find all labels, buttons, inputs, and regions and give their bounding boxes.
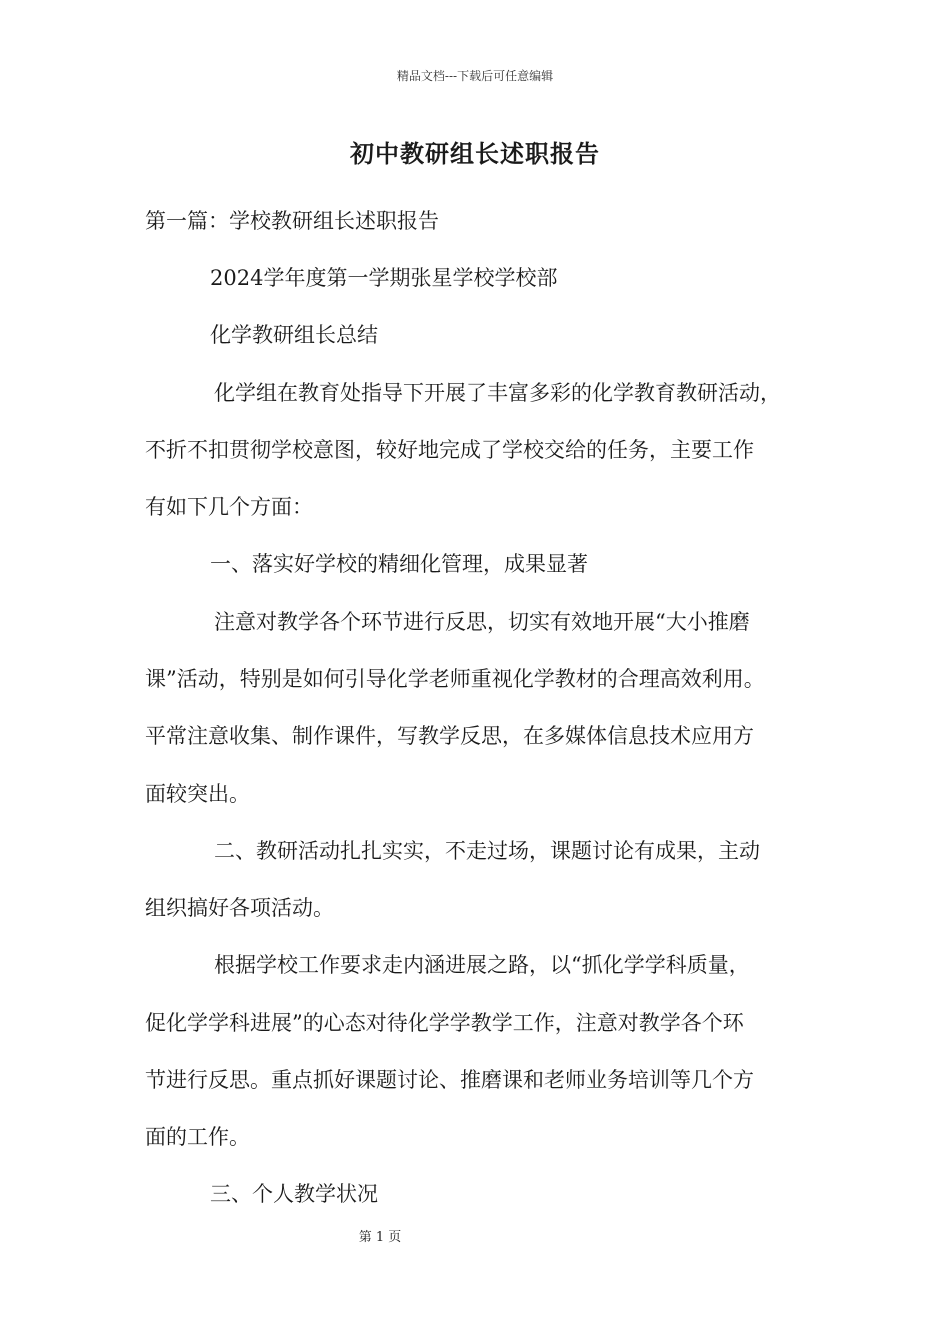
subtitle-line: 2024学年度第一学期张星学校学校部: [210, 266, 558, 290]
document-header-note: 精品文档---下载后可任意编辑: [396, 69, 554, 83]
section-heading: 第一篇：学校教研组长述职报告: [145, 209, 439, 233]
paragraph-line: 注意对教学各个环节进行反思，切实有效地开展“大小推磨: [214, 610, 750, 634]
paragraph-line: 不折不扣贯彻学校意图，较好地完成了学校交给的任务，主要工作: [145, 438, 754, 462]
paragraph-line: 组织搞好各项活动。: [145, 896, 334, 920]
paragraph-line: 课”活动，特别是如何引导化学老师重视化学教材的合理高效利用。: [145, 667, 765, 691]
subtitle-line: 化学教研组长总结: [210, 323, 378, 347]
paragraph-line: 有如下几个方面：: [145, 495, 313, 519]
point-heading: 一、落实好学校的精细化管理，成果显著: [210, 552, 588, 576]
paragraph-line: 面较突出。: [145, 782, 250, 806]
paragraph-line: 促化学学科进展”的心态对待化学学教学工作，注意对教学各个环: [145, 1011, 744, 1035]
paragraph-line: 根据学校工作要求走内涵进展之路，以“抓化学学科质量，: [214, 953, 750, 977]
paragraph-line: 面的工作。: [145, 1125, 250, 1149]
point-heading: 二、教研活动扎扎实实，不走过场，课题讨论有成果，主动: [214, 839, 760, 863]
paragraph-line: 化学组在教育处指导下开展了丰富多彩的化学教育教研活动，: [214, 381, 781, 405]
point-heading: 三、个人教学状况: [210, 1182, 378, 1206]
document-title: 初中教研组长述职报告: [350, 139, 600, 168]
paragraph-line: 节进行反思。重点抓好课题讨论、推磨课和老师业务培训等几个方: [145, 1068, 754, 1092]
page-number: 第 1 页: [358, 1230, 402, 1245]
paragraph-line: 平常注意收集、制作课件，写教学反思，在多媒体信息技术应用方: [145, 724, 754, 748]
